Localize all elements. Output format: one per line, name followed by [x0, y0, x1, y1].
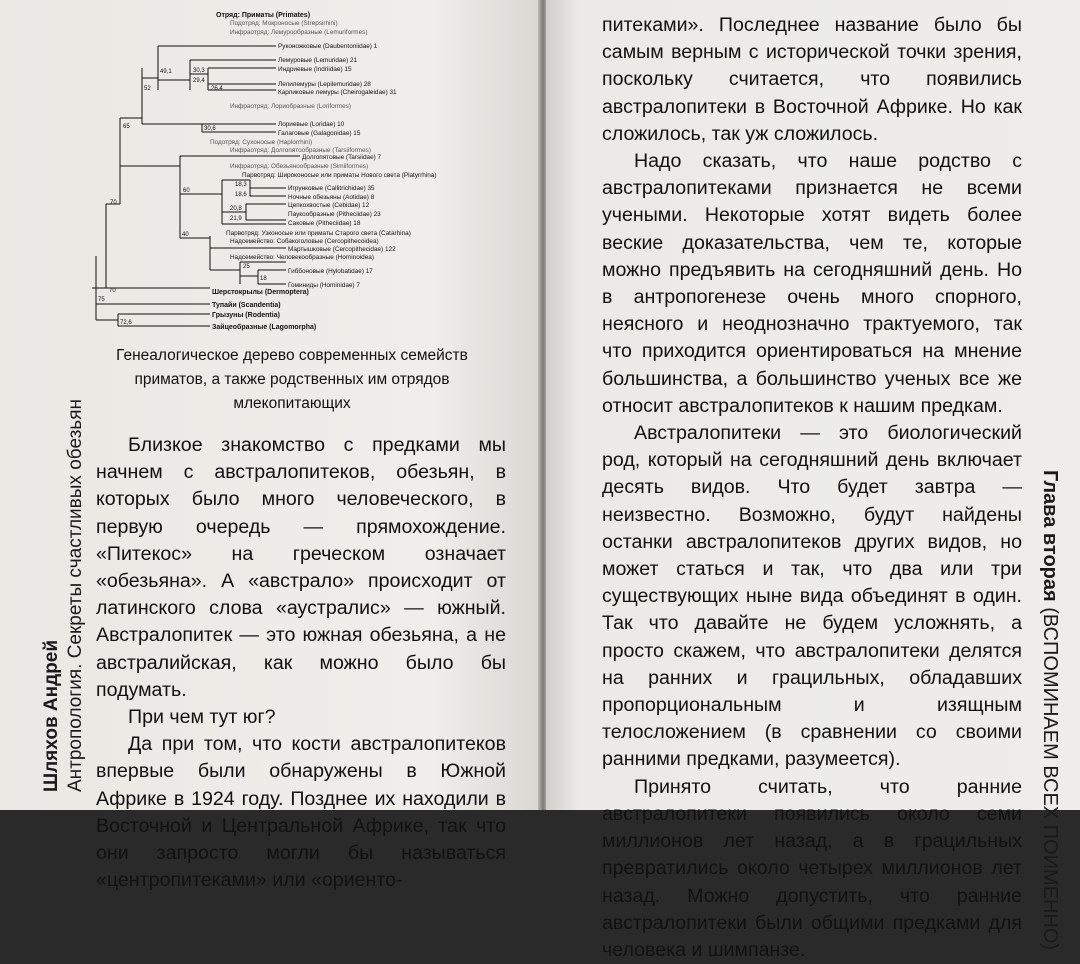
node-value: 20,8: [230, 206, 242, 212]
node-value: 70: [110, 200, 117, 206]
author-name: Шляхов Андрей: [41, 639, 62, 792]
node-value: 30,3: [193, 68, 205, 74]
tree-label: Руконожковые (Daubentoniidae) 1: [278, 43, 378, 50]
tree-label: Долгопятовые (Tarsiidae) 7: [302, 154, 382, 161]
node-value: 18,6: [235, 192, 247, 198]
figure-caption: Генеалогическое дерево современных семейств приматов, а также родственных им отрядов млекопитающих: [116, 347, 468, 412]
paragraph: питеками». Последнее название было бы самым верным с исторической точки зрения, поскольку считается, что появились австралопитеки в Восточной Африке. Но как сложилось, так уж сложилось.: [602, 14, 1022, 145]
node-value: 21,9: [230, 216, 242, 222]
tree-label: Надсемейство: Человекообразные (Hominoidea): [230, 254, 374, 261]
paragraph: Надо сказать, что наше родство с австралопитеками признается не всеми учеными. Некоторые хотят видеть более веские доказательства, чем те, которые можно предъявить на сегодняшний день. Но в антропогенезе очень много спорного, неясного и неоднозначно трактуемого, так что приходится ориентироваться на мнение большинства, а большинство ученых все же относит австралопитеков к нашим предкам.: [602, 150, 1022, 417]
paragraph: Да при том, что кости австралопитеков впервые были обнаружены в Южной Африке в 1924 году. Позднее их находили в Восточной и Центральной Африке, так что они запросто могли бы называться «центропитеками» или «ориенто-: [96, 733, 506, 892]
tree-label: Подотряд: Сухоносые (Haplorrhini): [210, 139, 313, 146]
node-value: 49,1: [160, 69, 172, 75]
node-value: 18,3: [235, 182, 247, 188]
tree-label: Паукообразные (Pitheciidae) 23: [288, 211, 381, 218]
left-body-text: [96, 432, 506, 894]
tree-label: Саковые (Pitheciidae) 18: [288, 220, 361, 227]
node-value: 25: [243, 264, 250, 270]
tree-label: Карликовые лемуры (Cheirogaleidae) 31: [278, 89, 397, 96]
tree-label: Инфраотряд: Долгопятообразные (Tarsiiformes): [230, 147, 372, 154]
node-value: 60: [183, 188, 190, 194]
paragraph: При чем тут юг?: [128, 706, 276, 729]
left-running-head: [40, 399, 88, 792]
right-body-text: [602, 12, 1022, 964]
tree-label: Инфраотряд: Лемурообразные (Lemuriformes): [230, 29, 368, 36]
right-running-head: [1038, 470, 1062, 950]
tree-label: Инфраотряд: Лориобразные (Loriformes): [230, 103, 352, 110]
tree-label: Мартышковые (Cercopithecidae) 122: [288, 246, 396, 253]
tree-label: Гиббоновые (Hylobatidae) 17: [288, 268, 373, 275]
tree-label: Ночные обезьяны (Aotidae) 8: [288, 194, 375, 201]
node-value: 70: [109, 288, 116, 294]
node-value: 52: [144, 86, 151, 92]
tree-label: Лепилемуры (Lepilemuridae) 28: [278, 81, 371, 88]
tree-branches: [92, 46, 300, 326]
tree-label: Индриевые (Indriidae) 15: [278, 66, 352, 73]
tree-label: Лемуровые (Lemuridae) 21: [278, 57, 358, 64]
chapter-subtitle: (ВСПОМИНАЕМ ВСЕХ ПОИМЕННО): [1039, 607, 1061, 951]
paragraph: Австралопитеки — это биологический род, который на сегодняшний день включает десять видов. Что будет завтра — неизвестно. Возможно, будут найдены останки австралопитеков других видов, но может статься и так, что два или три существующих ныне вида объединят в один. Так что давайте не будем усложнять, а просто скажем, что австралопитеки делятся на ранних и грацильных, обладавших пропорциональным и изящным телосложением (в сравнении со своими ранними предками, разумеется).: [602, 422, 1022, 771]
tree-label: Гоминиды (Hominidae) 7: [288, 282, 360, 289]
paragraph: Принято считать, что ранние австралопитеки появились около семи миллионов лет назад, а в грацильных превратились около четырех миллионов лет назад. Можно допустить, что ранние австралопитеки были общими предками для человека и шимпанзе.: [602, 775, 1022, 961]
right-page: [546, 0, 1080, 961]
tree-label: Грызуны (Rodentia): [212, 312, 280, 319]
tree-label: Цепкохвостые (Cebidae) 12: [288, 202, 370, 209]
tree-label: Отряд: Приматы (Primates): [216, 12, 311, 19]
tree-label: Парвотряд: Узконосые или приматы Старого света (Catarhina): [226, 230, 411, 237]
node-value: 72,6: [120, 320, 132, 326]
chapter-title: Глава вторая: [1039, 470, 1061, 602]
node-value: 29,4: [193, 78, 205, 84]
tree-label: Инфраотряд: Обезьянообразные (Simiiformes): [230, 163, 369, 170]
tree-label: Лориевые (Loridae) 10: [278, 121, 345, 128]
tree-label: Надсемейство: Собакоголовые (Cercopithecoidea): [230, 238, 379, 245]
tree-label: Зайцеобразные (Lagomorpha): [212, 324, 317, 331]
phylogenetic-tree: [90, 8, 500, 340]
node-value: 26,4: [211, 86, 223, 92]
tree-label: Парвотряд: Широконосые или приматы Нового света (Platyrrhina): [242, 172, 437, 179]
paragraph: Близкое знакомство с предками мы начнем с австралопитеков, обезьян, в которых было много человеческого, в первую очередь — прямохождение. «Питекос» на греческом означает «обезьяна». А «австрало» происходит от латинского слова «аустралис» — южный. Австралопитек — это южная обезьяна, а не австралийская, как можно было бы подумать.: [96, 434, 506, 701]
node-value: 65: [123, 124, 130, 130]
book-title: Антропология. Секреты счастливых обезьян: [65, 399, 86, 792]
node-value: 40: [182, 232, 189, 238]
tree-label: Шерстокрылы (Dermoptera): [212, 289, 309, 296]
node-value: 75: [98, 297, 105, 303]
node-value: 30,6: [204, 126, 216, 132]
tree-label: Подотряд: Мокроносые (Strepsirhini): [230, 20, 338, 27]
left-page: [0, 0, 540, 892]
node-value: 18: [260, 276, 267, 282]
tree-label: Тупайи (Scandentia): [212, 302, 281, 309]
tree-label: Игрунковые (Callitrichidae) 35: [288, 185, 375, 192]
tree-label: Галаговые (Galagonidae) 15: [278, 130, 361, 137]
